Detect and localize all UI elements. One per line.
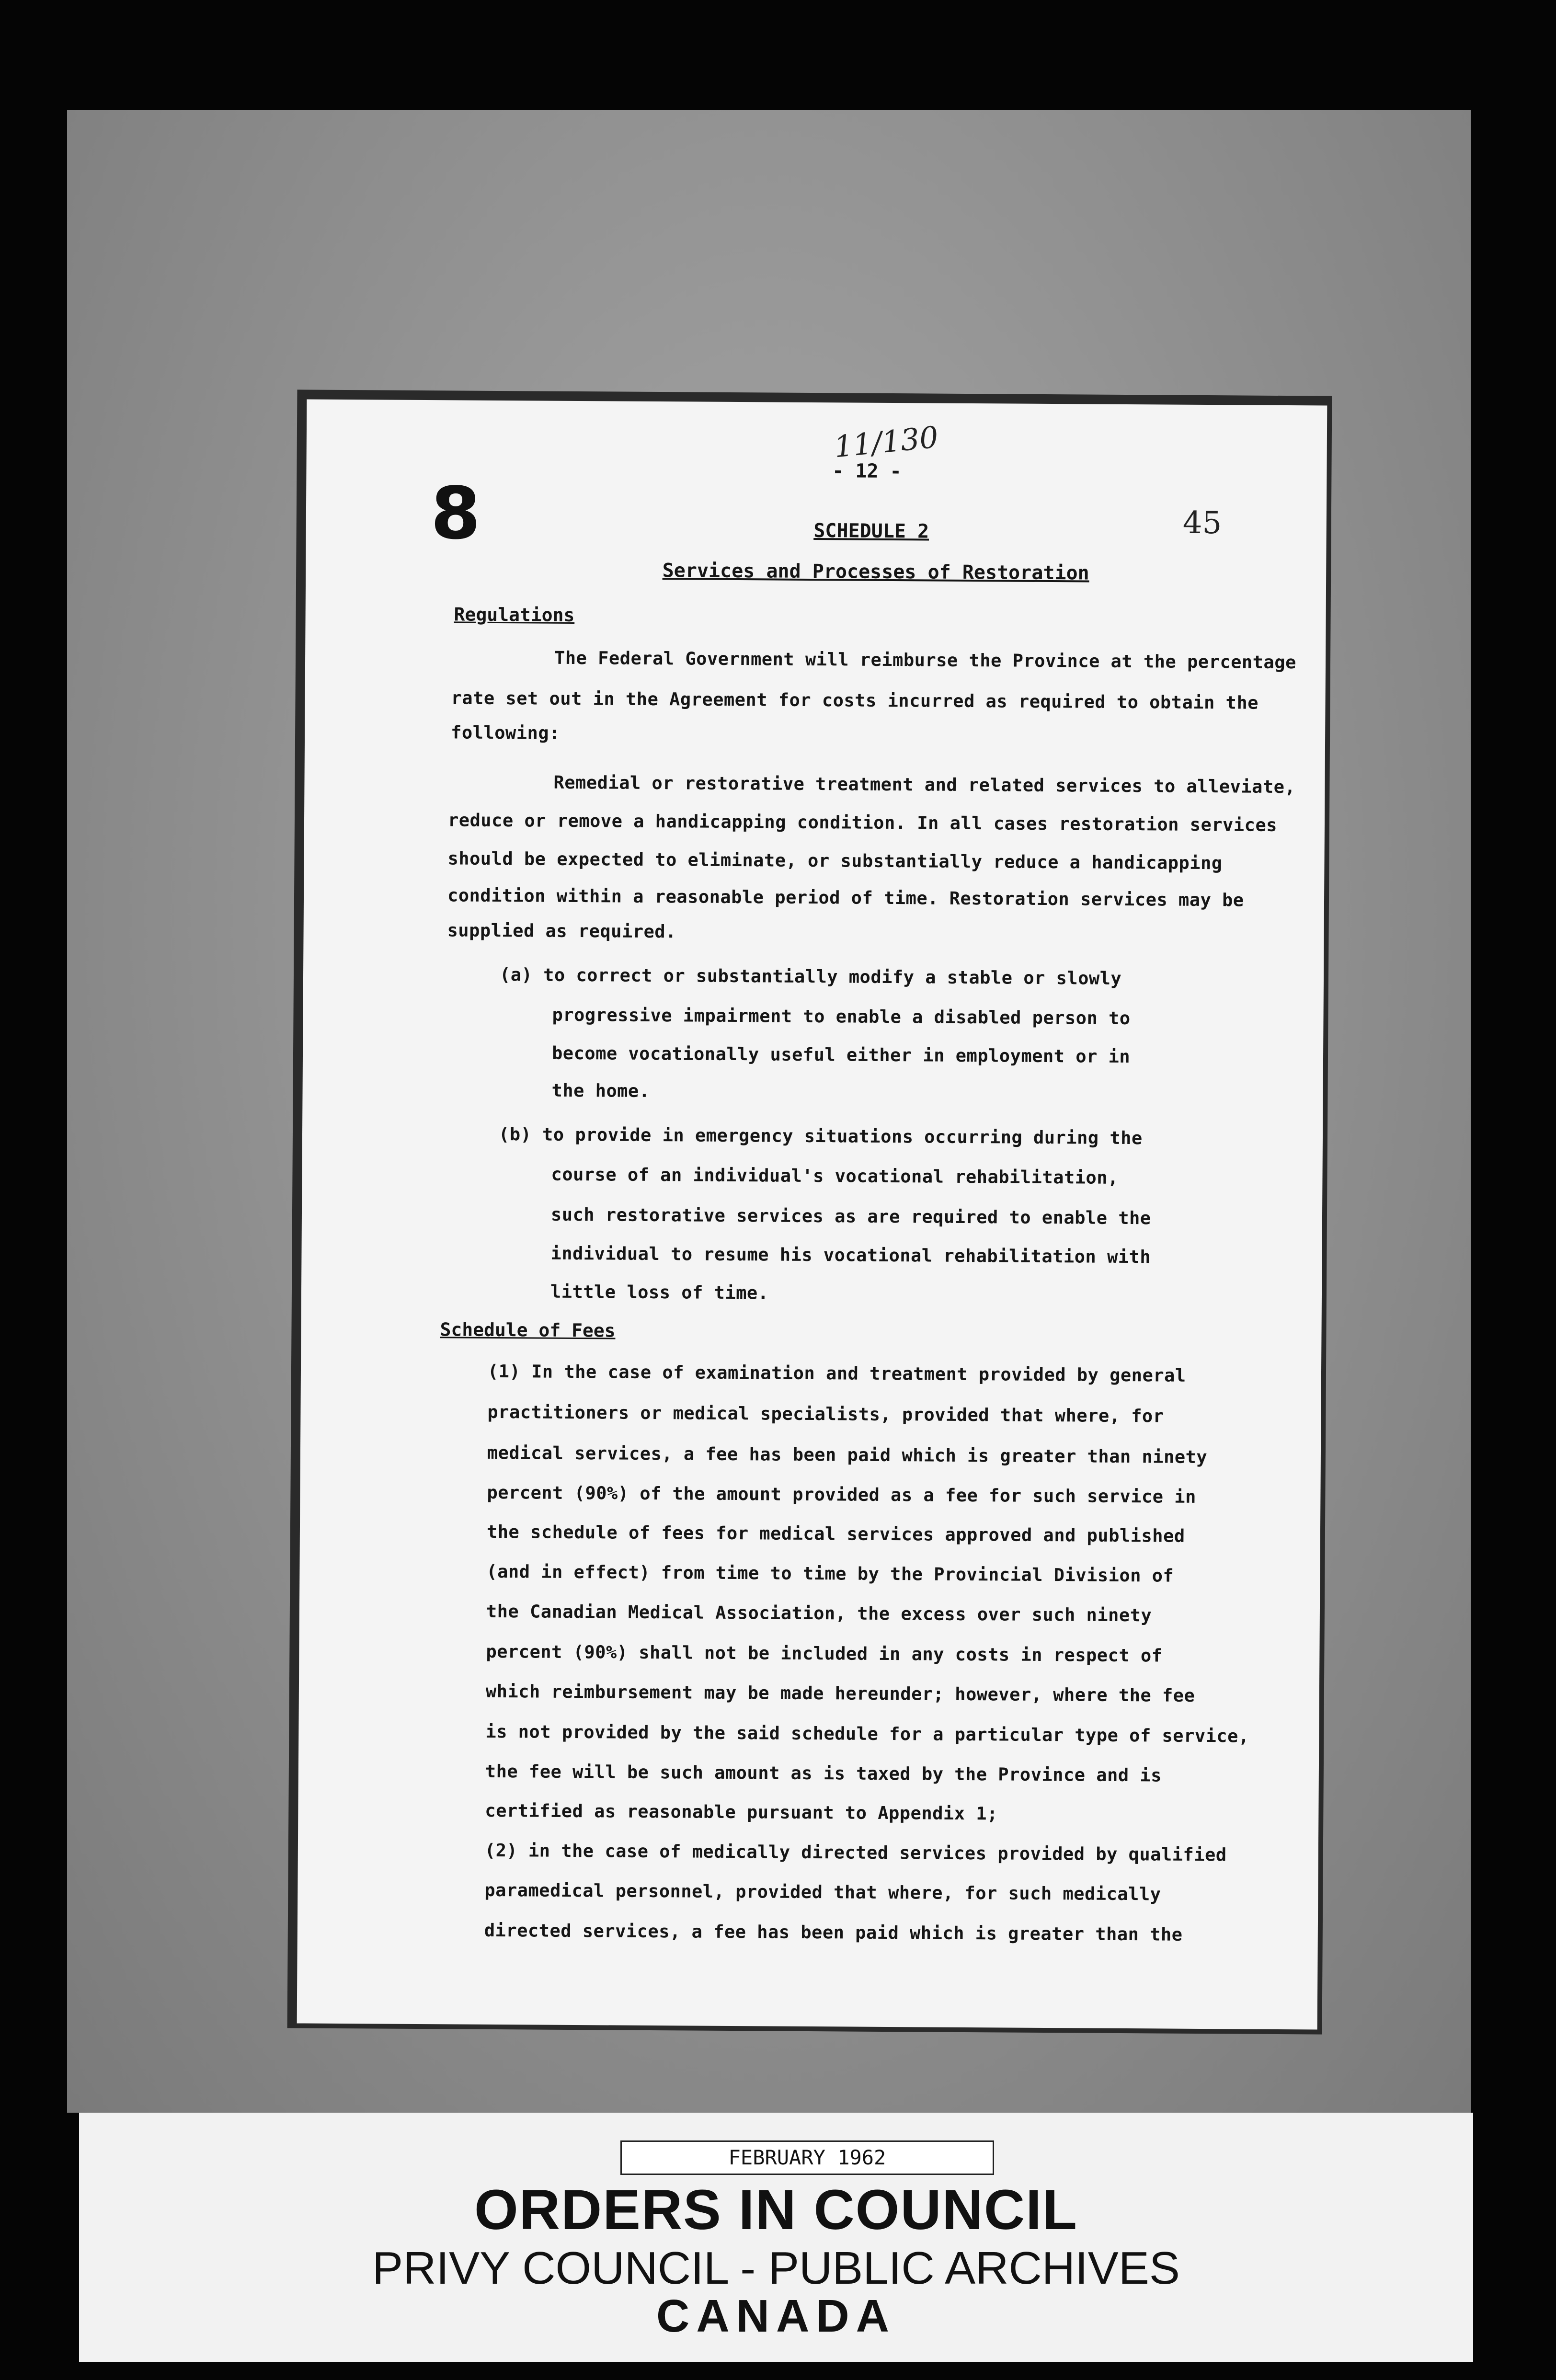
text-line: which reimbursement may be made hereunder; however, where the fee bbox=[485, 1681, 1195, 1706]
margin-mark: 8 bbox=[430, 472, 481, 556]
text-line: individual to resume his vocational rehabilitation with bbox=[550, 1243, 1151, 1268]
text-line: percent (90%) shall not be included in any costs in respect of bbox=[486, 1641, 1163, 1666]
text-line: reduce or remove a handicapping condition. In all cases restoration services bbox=[447, 810, 1278, 835]
text-line: medical services, a fee has been paid which is greater than ninety bbox=[487, 1442, 1208, 1468]
text-line: become vocationally useful either in employment or in bbox=[551, 1042, 1131, 1067]
text-line: the schedule of fees for medical services approved and published bbox=[486, 1521, 1185, 1546]
text-line: (a) to correct or substantially modify a stable or slowly bbox=[499, 964, 1122, 989]
text-line: practitioners or medical specialists, provided that where, for bbox=[487, 1401, 1164, 1427]
text-line: following: bbox=[451, 722, 561, 744]
text-line: the Canadian Medical Association, the excess over such ninety bbox=[486, 1601, 1152, 1626]
text-line: rate set out in the Agreement for costs incurred as required to obtain the bbox=[451, 687, 1259, 713]
schedule-title: SCHEDULE 2 bbox=[813, 519, 929, 543]
regulations-heading: Regulations bbox=[454, 604, 575, 626]
text-line: certified as reasonable pursuant to Appendix 1; bbox=[485, 1800, 998, 1824]
text-line: directed services, a fee has been paid which is greater than the bbox=[484, 1920, 1183, 1945]
text-line: is not provided by the said schedule for a particular type of service, bbox=[485, 1721, 1249, 1747]
handwritten-reference: 11/130 bbox=[832, 419, 940, 465]
text-line: (and in effect) from time to time by the Provincial Division of bbox=[486, 1561, 1174, 1586]
document-page bbox=[297, 400, 1327, 2030]
text-line: course of an individual's vocational rehabilitation, bbox=[551, 1164, 1119, 1188]
text-line: little loss of time. bbox=[550, 1281, 769, 1304]
text-line: The Federal Government will reimburse the Province at the percentage bbox=[554, 647, 1296, 673]
date-label: FEBRUARY 1962 bbox=[620, 2140, 994, 2175]
stamp-number: 45 bbox=[1182, 505, 1222, 541]
archive-subtitle: PRIVY COUNCIL - PUBLIC ARCHIVES bbox=[372, 2243, 1180, 2294]
archive-title: ORDERS IN COUNCIL bbox=[474, 2178, 1078, 2242]
text-line: such restorative services as are required to enable the bbox=[550, 1204, 1151, 1229]
text-line: percent (90%) of the amount provided as a fee for such service in bbox=[487, 1482, 1196, 1507]
text-line: should be expected to eliminate, or substantially reduce a handicapping bbox=[447, 848, 1223, 874]
schedule-subtitle: Services and Processes of Restoration bbox=[662, 560, 1089, 584]
text-line: Remedial or restorative treatment and related services to alleviate, bbox=[553, 772, 1296, 798]
text-line: (1) In the case of examination and treatment provided by general bbox=[487, 1361, 1186, 1386]
text-line: progressive impairment to enable a disabled person to bbox=[552, 1004, 1131, 1029]
text-line: (2) in the case of medically directed services provided by qualified bbox=[484, 1840, 1227, 1865]
text-line: the fee will be such amount as is taxed by the Province and is bbox=[485, 1761, 1162, 1786]
text-line: condition within a reasonable period of time. Restoration services may be bbox=[447, 885, 1244, 911]
text-line: (b) to provide in emergency situations occurring during the bbox=[498, 1124, 1143, 1149]
archive-country: CANADA bbox=[656, 2290, 896, 2342]
text-line: the home. bbox=[551, 1080, 650, 1101]
fees-heading: Schedule of Fees bbox=[440, 1319, 616, 1341]
text-line: paramedical personnel, provided that where, for such medically bbox=[484, 1879, 1161, 1905]
text-line: supplied as required. bbox=[447, 920, 677, 942]
page-number: - 12 - bbox=[832, 460, 902, 483]
